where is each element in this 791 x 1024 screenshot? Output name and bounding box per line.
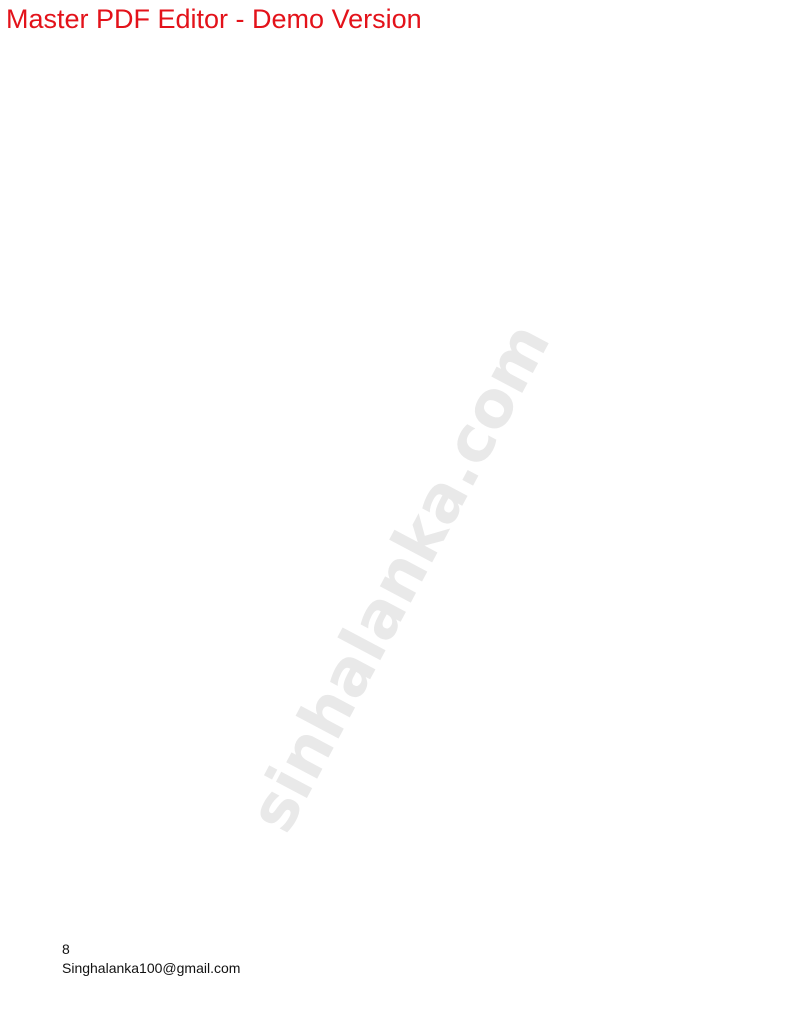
demo-watermark-header: Master PDF Editor - Demo Version [6,4,422,34]
page-number: 8 [62,941,70,957]
background-watermark: sinhalanka.com [235,311,566,844]
footer-email: Singhalanka100@gmail.com [62,960,241,976]
